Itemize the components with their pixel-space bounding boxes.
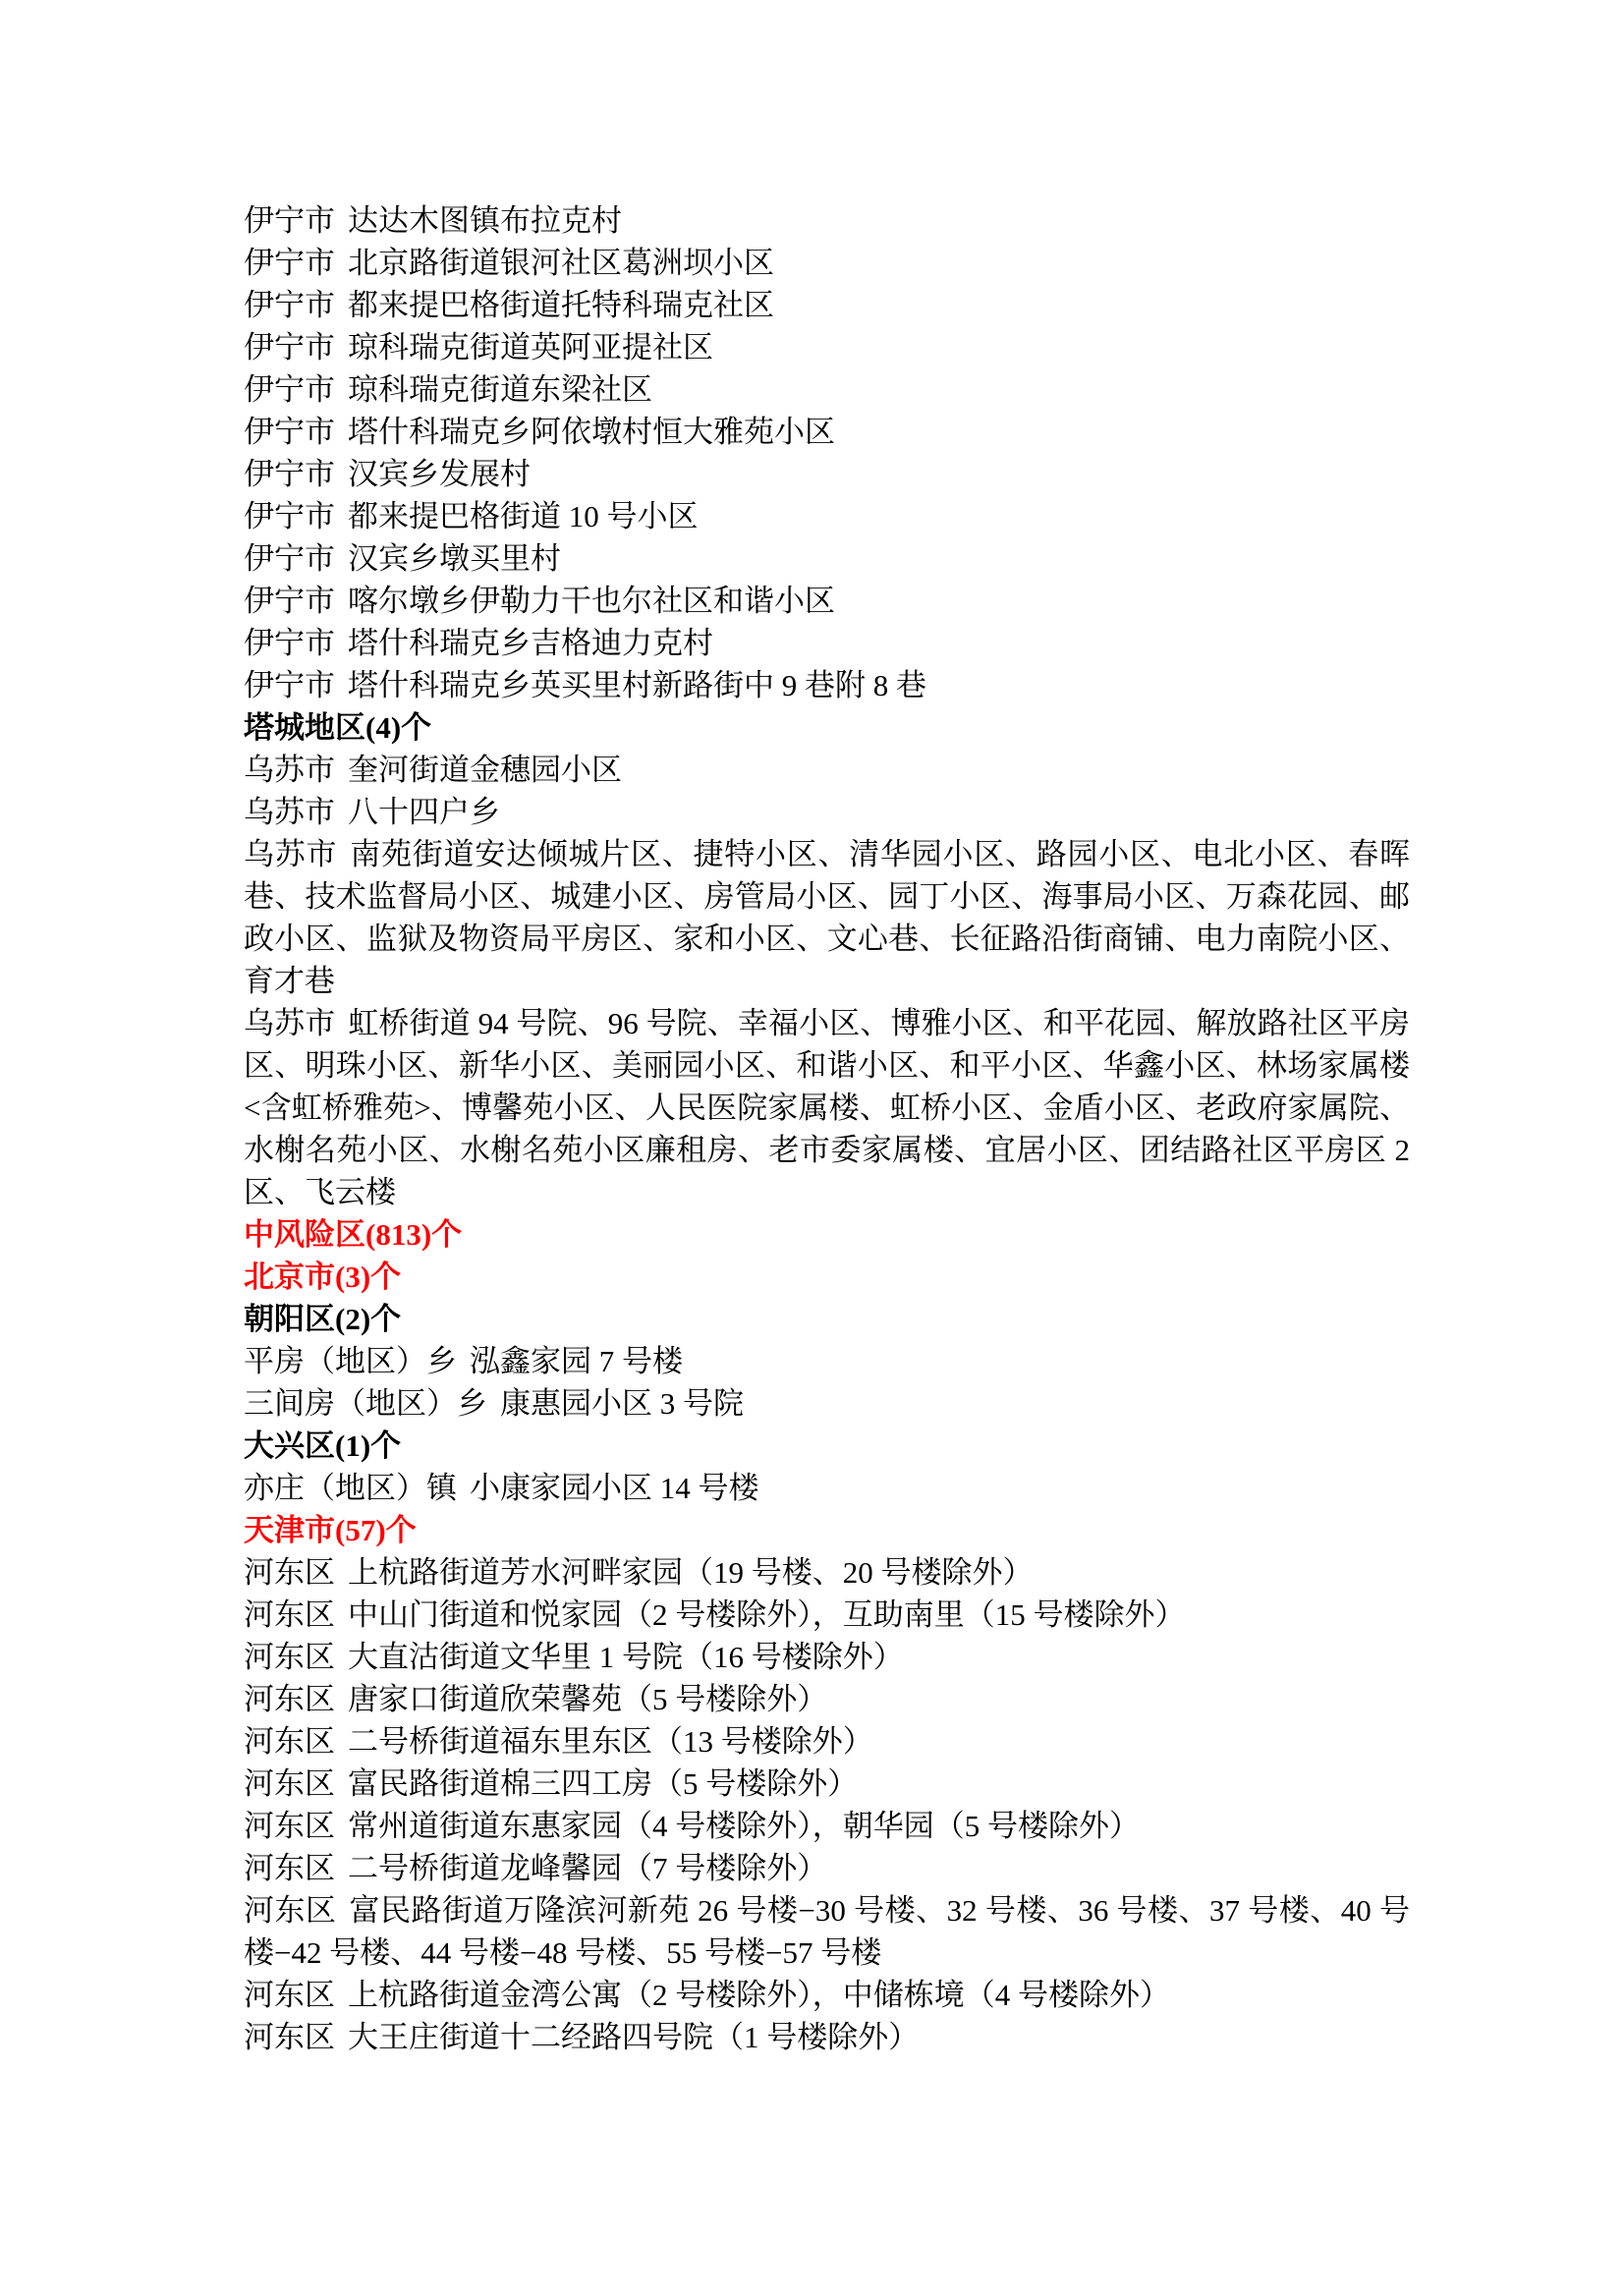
list-entry (244, 1847, 1410, 1889)
entry-text: 塔什科瑞克乡吉格迪力克村 (348, 626, 714, 660)
entry-text: 汉宾乡墩买里村 (348, 541, 562, 576)
risk-area-list (244, 199, 1410, 2058)
list-entry (244, 1805, 1410, 1847)
list-entry (244, 1340, 1410, 1382)
region-name: 伊宁市 (244, 457, 335, 491)
entry-text: 达达木图镇布拉克村 (348, 203, 623, 238)
entry-text: 奎河街道金穗园小区 (348, 753, 623, 787)
section-heading (244, 706, 1410, 749)
entry-text: 琼科瑞克街道英阿亚提社区 (348, 330, 714, 364)
region-name: 河东区 (244, 1851, 335, 1885)
list-entry (244, 1889, 1410, 1974)
entry-text: 虹桥街道 94 号院、96 号院、幸福小区、博雅小区、和平花园、解放路社区平房区、明珠小区、新华小区、美丽园小区、和谐小区、和平小区、华鑫小区、林场家属楼<含虹桥雅苑>、博馨苑小区、人民医院家属楼、虹桥小区、金盾小区、老政府家属院、水榭名苑小区、水榭名苑小区廉租房、老市委家属楼、宜居小区、团结路社区平房区 2 区、飞云楼 (244, 1006, 1411, 1209)
region-name: 乌苏市 (244, 753, 335, 787)
list-entry (244, 495, 1410, 537)
list-entry (244, 664, 1410, 706)
entry-text: 汉宾乡发展村 (348, 457, 532, 491)
region-name: 乌苏市 (244, 795, 335, 829)
list-entry (244, 791, 1410, 833)
risk-level-heading (244, 1509, 1410, 1551)
list-entry (244, 411, 1410, 453)
risk-level-heading (244, 1256, 1410, 1298)
entry-text: 二号桥街道福东里东区（13 号楼除外） (348, 1724, 873, 1759)
entry-text: 北京路街道银河社区葛洲坝小区 (348, 246, 775, 280)
entry-text: 都来提巴格街道 10 号小区 (348, 499, 699, 533)
list-entry (244, 1467, 1410, 1509)
region-name: 乌苏市 (244, 1006, 336, 1040)
region-name: 伊宁市 (244, 668, 335, 702)
list-entry (244, 1382, 1410, 1425)
heading-text: 大兴区(1)个 (244, 1428, 402, 1463)
region-name: 平房（地区）乡 (244, 1344, 457, 1378)
region-name: 伊宁市 (244, 415, 335, 449)
list-entry (244, 1594, 1410, 1636)
entry-text: 喀尔墩乡伊勒力干也尔社区和谐小区 (348, 584, 836, 618)
list-entry (244, 453, 1410, 495)
region-name: 伊宁市 (244, 541, 335, 576)
entry-text: 八十四户乡 (348, 795, 501, 829)
list-entry (244, 622, 1410, 664)
region-name: 河东区 (244, 2020, 335, 2054)
region-name: 伊宁市 (244, 372, 335, 407)
entry-text: 富民路街道万隆滨河新苑 26 号楼−30 号楼、32 号楼、36 号楼、37 号楼、40 号楼−42 号楼、44 号楼−48 号楼、55 号楼−57 号楼 (244, 1893, 1411, 1970)
region-name: 伊宁市 (244, 288, 335, 322)
list-entry (244, 1720, 1410, 1763)
region-name: 亦庄（地区）镇 (244, 1471, 457, 1505)
region-name: 河东区 (244, 1766, 335, 1801)
list-entry (244, 833, 1410, 1002)
entry-text: 大直沽街道文华里 1 号院（16 号楼除外） (348, 1640, 904, 1674)
entry-text: 都来提巴格街道托特科瑞克社区 (348, 288, 775, 322)
heading-text: 中风险区(813)个 (244, 1217, 463, 1252)
list-entry (244, 580, 1410, 622)
region-name: 伊宁市 (244, 499, 335, 533)
list-entry (244, 1974, 1410, 2016)
region-name: 河东区 (244, 1682, 335, 1716)
entry-text: 塔什科瑞克乡阿依墩村恒大雅苑小区 (348, 415, 836, 449)
entry-text: 上杭路街道芳水河畔家园（19 号楼、20 号楼除外） (348, 1555, 1034, 1590)
list-entry (244, 284, 1410, 326)
entry-text: 琼科瑞克街道东梁社区 (348, 372, 653, 407)
region-name: 乌苏市 (244, 837, 338, 871)
entry-text: 塔什科瑞克乡英买里村新路街中 9 巷附 8 巷 (348, 668, 927, 702)
region-name: 河东区 (244, 1640, 335, 1674)
region-name: 伊宁市 (244, 330, 335, 364)
region-name: 伊宁市 (244, 246, 335, 280)
region-name: 河东区 (244, 1555, 335, 1590)
entry-text: 上杭路街道金湾公寓（2 号楼除外），中储栋境（4 号楼除外） (348, 1978, 1171, 2012)
list-entry (244, 326, 1410, 368)
list-entry (244, 1002, 1410, 1213)
region-name: 河东区 (244, 1809, 335, 1843)
list-entry (244, 1551, 1410, 1594)
heading-text: 天津市(57)个 (244, 1513, 417, 1547)
entry-text: 小康家园小区 14 号楼 (470, 1471, 759, 1505)
region-name: 伊宁市 (244, 626, 335, 660)
entry-text: 中山门街道和悦家园（2 号楼除外），互助南里（15 号楼除外） (348, 1597, 1186, 1632)
section-heading (244, 1298, 1410, 1340)
region-name: 河东区 (244, 1597, 335, 1632)
list-entry (244, 368, 1410, 411)
entry-text: 南苑街道安达倾城片区、捷特小区、清华园小区、路园小区、电北小区、春晖巷、技术监督局小区、城建小区、房管局小区、园丁小区、海事局小区、万森花园、邮政小区、监狱及物资局平房区、家和小区、文心巷、长征路沿街商铺、电力南院小区、育才巷 (244, 837, 1410, 998)
entry-text: 康惠园小区 3 号院 (500, 1386, 745, 1421)
region-name: 河东区 (244, 1893, 337, 1928)
region-name: 伊宁市 (244, 203, 335, 238)
entry-text: 二号桥街道龙峰馨园（7 号楼除外） (348, 1851, 828, 1885)
heading-text: 朝阳区(2)个 (244, 1302, 402, 1336)
region-name: 伊宁市 (244, 584, 335, 618)
list-entry (244, 199, 1410, 242)
list-entry (244, 242, 1410, 284)
list-entry (244, 1636, 1410, 1678)
heading-text: 塔城地区(4)个 (244, 710, 432, 745)
entry-text: 泓鑫家园 7 号楼 (470, 1344, 684, 1378)
entry-text: 唐家口街道欣荣馨苑（5 号楼除外） (348, 1682, 828, 1716)
entry-text: 常州道街道东惠家园（4 号楼除外），朝华园（5 号楼除外） (348, 1809, 1141, 1843)
region-name: 河东区 (244, 1724, 335, 1759)
section-heading (244, 1425, 1410, 1467)
risk-level-heading (244, 1213, 1410, 1256)
list-entry (244, 749, 1410, 791)
list-entry (244, 2016, 1410, 2058)
list-entry (244, 1763, 1410, 1805)
list-entry (244, 537, 1410, 580)
entry-text: 富民路街道棉三四工房（5 号楼除外） (348, 1766, 859, 1801)
entry-text: 大王庄街道十二经路四号院（1 号楼除外） (348, 2020, 920, 2054)
heading-text: 北京市(3)个 (244, 1259, 402, 1294)
region-name: 河东区 (244, 1978, 335, 2012)
region-name: 三间房（地区）乡 (244, 1386, 487, 1421)
list-entry (244, 1678, 1410, 1720)
